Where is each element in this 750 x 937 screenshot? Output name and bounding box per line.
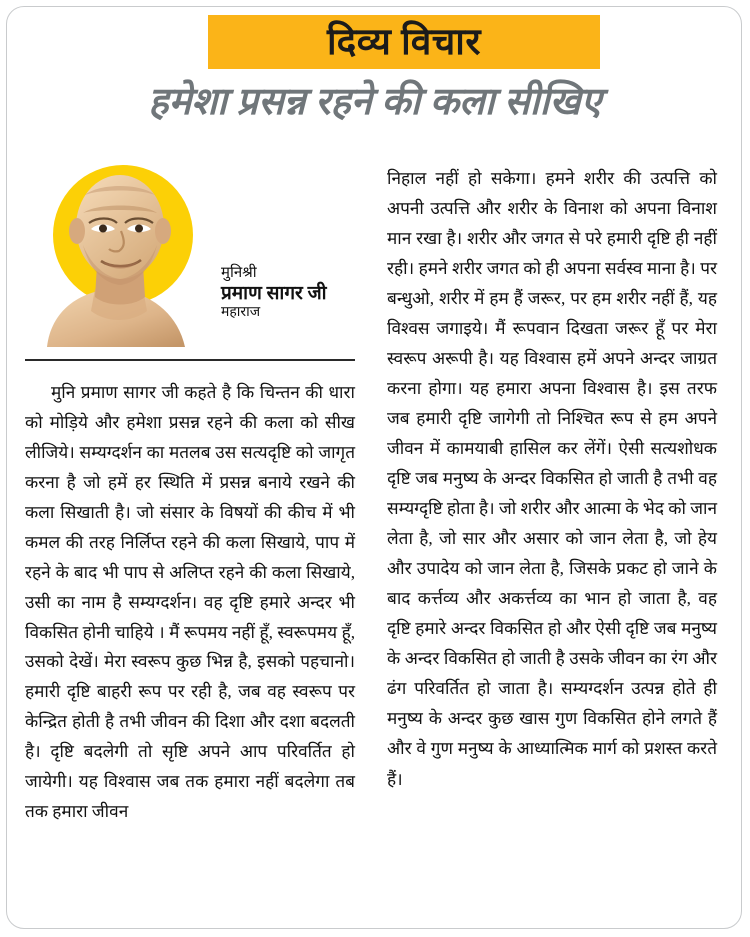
article-body-right: निहाल नहीं हो सकेगा। हमने शरीर की उत्पत्ति को अपनी उत्पत्ति और शरीर के विनाश को अपना विनाश मान रखा है। शरीर और जगत से परे हमारी दृष्टि ही नहीं रही। हमने शरीर जगत को ही अपना सर्वस्व माना है। पर बन्धुओ, शरीर में हम हैं जरूर, पर हम शरीर नहीं हैं, यह विश्वस जगाइये। मैं रूपवान दिखता जरूर हूँ पर मेरा स्वरूप अरूपी है। यह विश्वास हमें अपने अन्दर जाग्रत करना होगा। यह हमारा अपना विश्वास है। इस तरफ जब हमारी दृष्टि जागेगी तो निश्चित रूप से हम अपने जीवन में कामयाबी हासिल कर लेंगें। ऐसी सत्यशोधक दृष्टि जब मनुष्य के अन्दर विकसित हो जाती है तभी वह सम्यग्दृष्टि होता है। जो शरीर और आत्मा के भेद को जान लेता है, जो सार और असार को जान लेता है, जो हेय और उपादेय को जान लेता है, जिसके प्रकट हो जाने के बाद कर्त्तव्य और अकर्त्तव्य का भान हो जाता है, वह दृष्टि हमारे अन्दर विकसित हो और ऐसी दृष्टि जब मनुष्य के अन्दर विकसित हो जाती है उसके जीवन का रंग और ढंग परिवर्तित हो जाता है। सम्यग्दर्शन उत्पन्न होते ही मनुष्य के अन्दर कुछ खास गुण विकसित होने लगते हैं और वे गुण मनुष्य के आध्यात्मिक मार्ग को प्रशस्त करते हैं। [387,169,718,789]
left-column [25,147,355,919]
right-column [387,147,717,919]
portrait-block [25,147,355,347]
article-card [6,6,742,929]
monk-portrait-image [35,161,220,347]
column-divider-rule [25,359,355,361]
page-title: हमेशा प्रसन्न रहने की कला सीखिए [148,81,602,123]
byline-prefix: मुनिश्री [221,265,257,281]
masthead-band [208,15,600,69]
article-body-left: मुनि प्रमाण सागर जी कहते है कि चिन्तन की धारा को मोड़िये और हमेशा प्रसन्न रहने की कला को सीख लीजिये। सम्यग्दर्शन का मतलब उस सत्यदृष्टि को जागृत करना है जो हमें हर स्थिति में प्रसन्न बनाये रखने की कला सिखाती है। जो संसार के विषयों की कीच में भी कमल की तरह निर्लिप्त रहने की कला सिखाये, पाप में रहने के बाद भी पाप से अलिप्त रहने की कला सिखाये, उसी का नाम है सम्यग्दर्शन। वह दृष्टि हमारे अन्दर भी विकसित होनी चाहिये । मैं रूपमय नहीं हूँ, स्वरूपमय हूँ, उसको देखें। मेरा स्वरूप कुछ भिन्न है, इसको पहचानो। हमारी दृष्टि बाहरी रूप पर रही है, जब वह स्वरूप पर केन्द्रित होती है तभी जीवन की दिशा और दशा बदलती है। दृष्टि बदलेगी तो सृष्टि अपने आप परिवर्तित हो जायेगी। यह विश्वास जब तक हमारा नहीं बदलेगा तब तक हमारा जीवन [25,383,355,822]
byline-suffix: महाराज [221,305,261,321]
byline [221,265,361,322]
byline-name: प्रमाण सागर जी [221,282,327,304]
masthead-title: दिव्य विचार [327,21,481,63]
article-columns [25,147,725,919]
